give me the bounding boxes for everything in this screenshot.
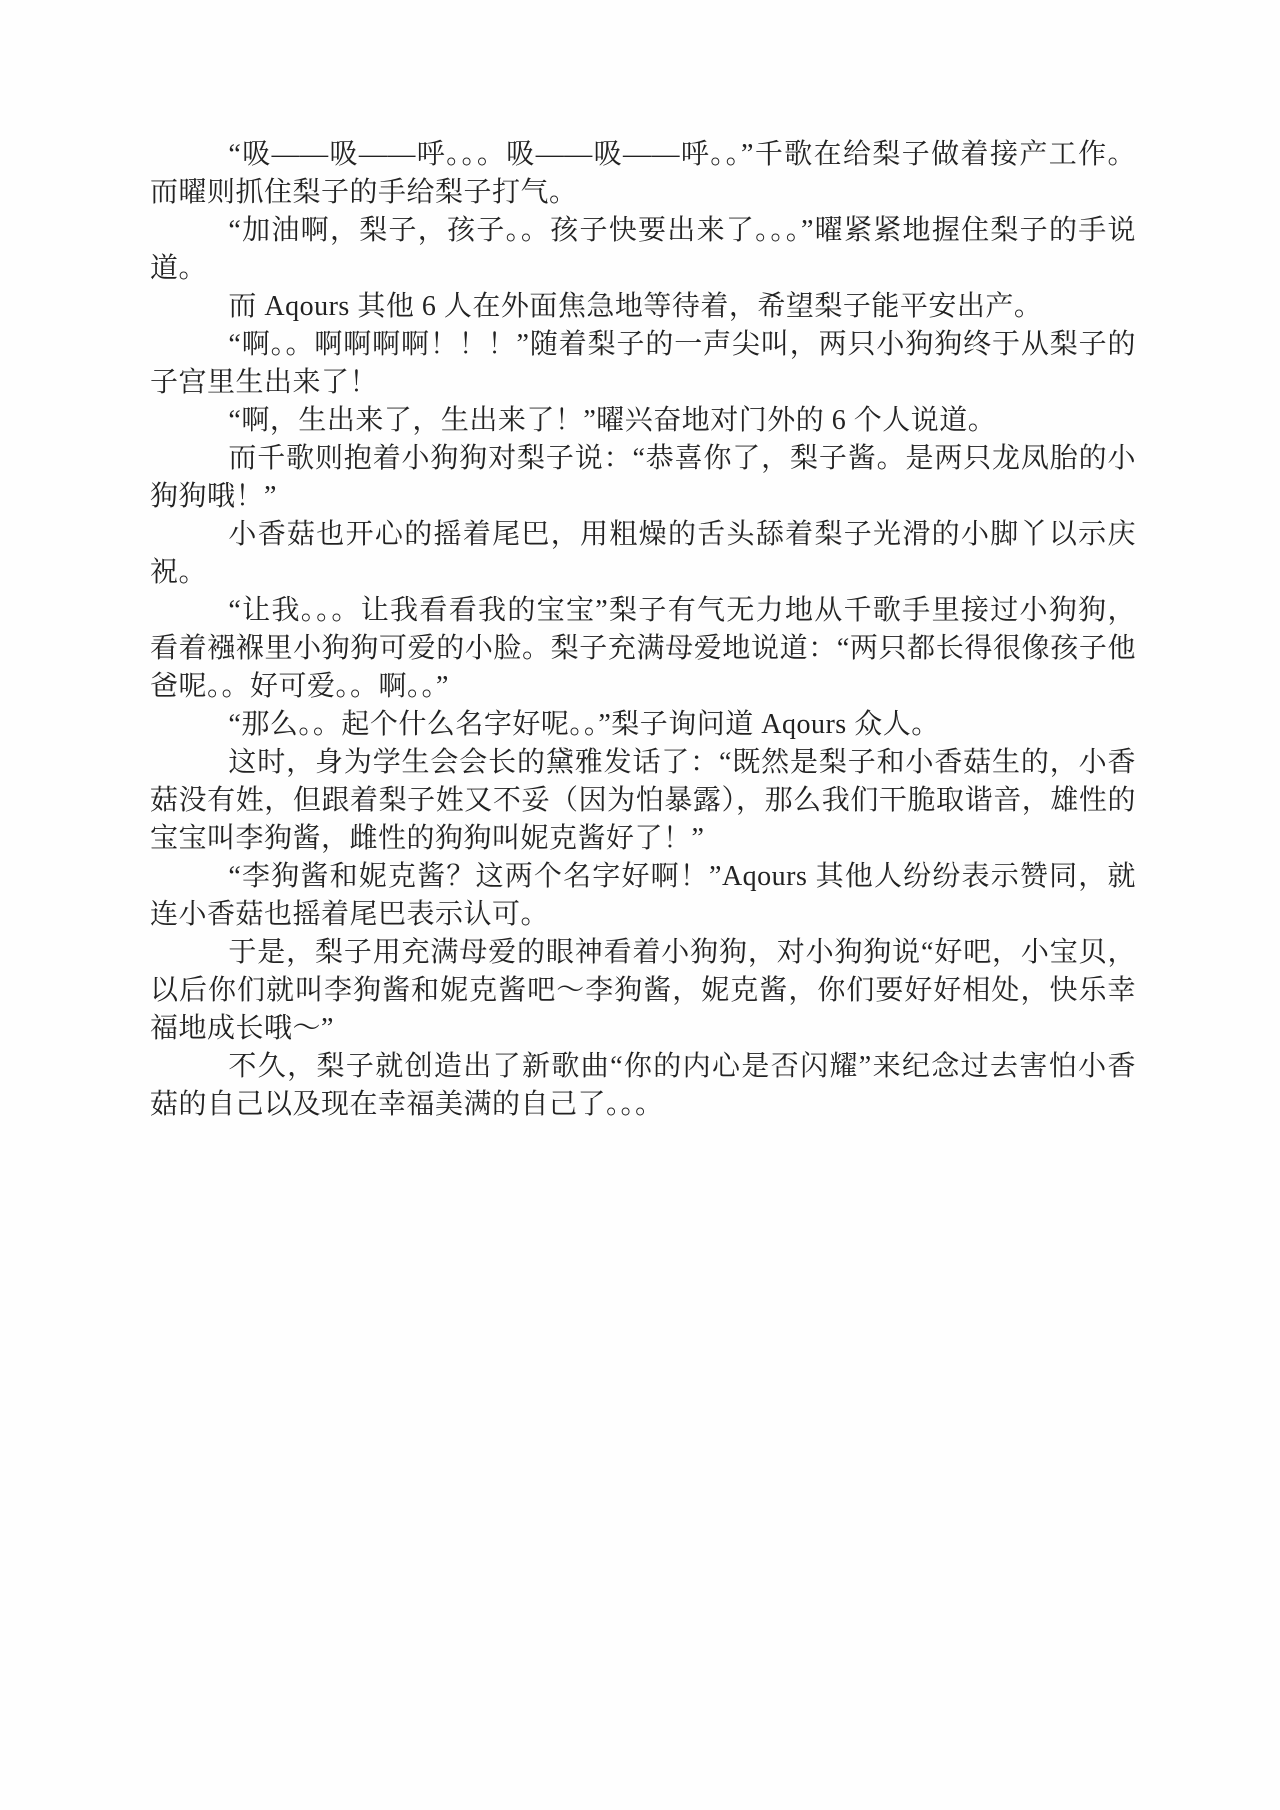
paragraph: 小香菇也开心的摇着尾巴，用粗燥的舌头舔着梨子光滑的小脚丫以示庆祝。 (150, 519, 1136, 588)
paragraph: “啊。。啊啊啊啊！！！”随着梨子的一声尖叫，两只小狗狗终于从梨子的子宫里生出来了！ (150, 329, 1136, 398)
paragraph: “加油啊，梨子，孩子。。孩子快要出来了。。。”曜紧紧地握住梨子的手说道。 (150, 215, 1136, 284)
paragraph: 而 Aqours 其他 6 人在外面焦急地等待着，希望梨子能平安出产。 (228, 291, 1043, 322)
paragraph: “啊，生出来了，生出来了！”曜兴奋地对门外的 6 个人说道。 (228, 405, 997, 436)
paragraph: 于是，梨子用充满母爱的眼神看着小狗狗，对小狗狗说“好吧，小宝贝，以后你们就叫李狗酱和妮克酱吧～李狗酱，妮克酱，你们要好好相处，快乐幸福地成长哦～” (150, 937, 1136, 1044)
paragraph: “让我。。。让我看看我的宝宝”梨子有气无力地从千歌手里接过小狗狗，看着襁褓里小狗狗可爱的小脸。梨子充满母爱地说道：“两只都长得很像孩子他爸呢。。好可爱。。啊。。” (150, 595, 1136, 702)
paragraph: 不久，梨子就创造出了新歌曲“你的内心是否闪耀”来纪念过去害怕小香菇的自己以及现在幸福美满的自己了。。。 (150, 1051, 1136, 1120)
paragraph: 而千歌则抱着小狗狗对梨子说：“恭喜你了，梨子酱。是两只龙凤胎的小狗狗哦！” (150, 443, 1136, 512)
paragraph: 这时，身为学生会会长的黛雅发话了：“既然是梨子和小香菇生的，小香菇没有姓，但跟着梨子姓又不妥（因为怕暴露），那么我们干脆取谐音，雄性的宝宝叫李狗酱，雌性的狗狗叫妮克酱好了！” (150, 747, 1136, 854)
paragraph: “李狗酱和妮克酱？这两个名字好啊！”Aqours 其他人纷纷表示赞同，就连小香菇也摇着尾巴表示认可。 (150, 861, 1136, 930)
paragraph: “吸——吸——呼。。。吸——吸——呼。。”千歌在给梨子做着接产工作。而曜则抓住梨子的手给梨子打气。 (150, 139, 1136, 208)
paragraph: “那么。。起个什么名字好呢。。”梨子询问道 Aqours 众人。 (228, 709, 940, 740)
story-text (150, 136, 1136, 1124)
